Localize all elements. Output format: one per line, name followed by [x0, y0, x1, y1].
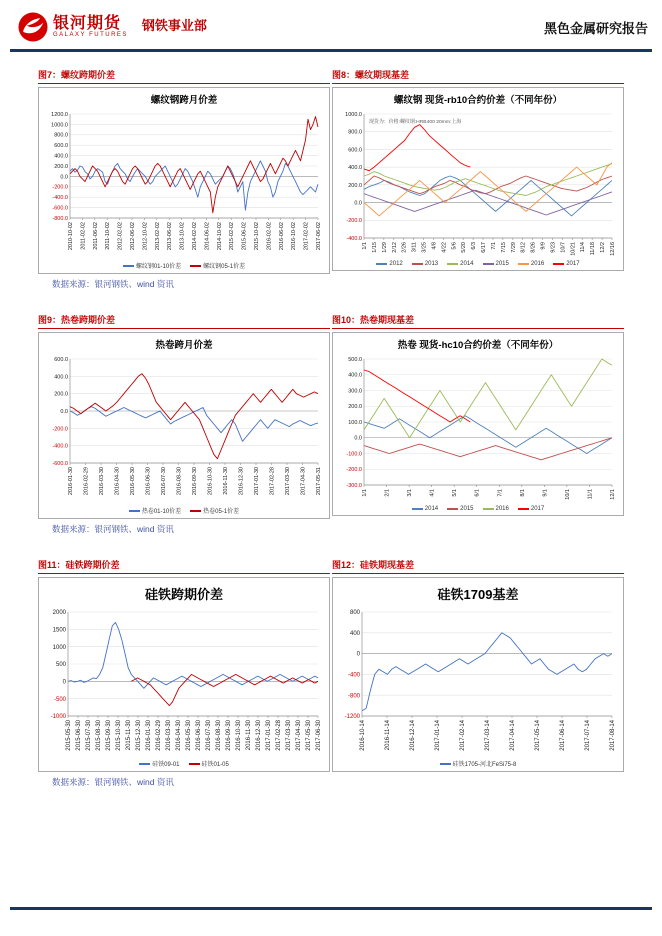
legend-label: 2012: [389, 261, 403, 267]
svg-text:200.0: 200.0: [347, 404, 362, 411]
svg-text:400.0: 400.0: [347, 165, 362, 172]
legend-label: 2017: [566, 261, 580, 267]
chart-plot: [338, 353, 619, 505]
figure-row-3: [38, 558, 624, 788]
svg-text:100.0: 100.0: [347, 419, 362, 426]
legend-swatch: [447, 508, 458, 510]
legend-label: 2017: [530, 506, 545, 512]
figure-row-2: [38, 313, 624, 535]
figure-row-1: [38, 68, 624, 290]
svg-text:10/7: 10/7: [559, 242, 566, 253]
svg-text:2015-12-30: 2015-12-30: [135, 720, 142, 751]
legend-item: [190, 506, 239, 515]
legend-swatch: [447, 263, 458, 265]
svg-text:2014-06-02: 2014-06-02: [203, 222, 210, 251]
legend-swatch: [139, 763, 150, 765]
svg-text:-600.0: -600.0: [51, 460, 68, 467]
svg-text:-800: -800: [347, 693, 360, 700]
svg-text:9/9: 9/9: [540, 242, 547, 250]
svg-text:9/23: 9/23: [549, 242, 556, 253]
svg-text:2016-08-30: 2016-08-30: [215, 720, 222, 751]
svg-text:0.0: 0.0: [353, 435, 362, 442]
svg-text:6/17: 6/17: [480, 242, 487, 253]
legend-item: [139, 759, 179, 768]
svg-text:2016-12-14: 2016-12-14: [409, 720, 416, 751]
svg-text:200.0: 200.0: [347, 182, 362, 189]
chart-title: 螺纹钢 现货-rb10合约价差（不同年份）: [393, 95, 563, 106]
svg-text:1000.0: 1000.0: [344, 111, 362, 118]
chart-title: 硅铁跨期价差: [144, 587, 223, 602]
svg-text:2016-07-30: 2016-07-30: [205, 720, 212, 751]
legend-item: [412, 506, 438, 512]
legend-label: 2016: [495, 506, 509, 512]
figure-11: [38, 558, 330, 772]
svg-text:2017-02-28: 2017-02-28: [275, 720, 282, 751]
chart-title: 硅铁1709基差: [437, 587, 519, 602]
chart-plot: [44, 108, 325, 260]
legend-swatch: [190, 265, 201, 267]
legend-item: [447, 506, 473, 512]
svg-text:1/1: 1/1: [361, 489, 368, 497]
svg-text:2016-04-30: 2016-04-30: [175, 720, 182, 751]
svg-text:2013-02-02: 2013-02-02: [154, 222, 161, 251]
legend-label: 硅铁1705-河北FeSi75-8: [452, 762, 517, 768]
svg-text:2016-02-02: 2016-02-02: [265, 222, 272, 251]
chart-legend: [41, 260, 327, 273]
figure-7: [38, 68, 330, 274]
legend-label: 螺纹钢01-10价差: [135, 264, 182, 270]
legend-swatch: [553, 263, 564, 265]
svg-text:2017-05-31: 2017-05-31: [315, 467, 322, 496]
svg-text:2014-02-02: 2014-02-02: [191, 222, 198, 251]
legend-swatch: [189, 763, 200, 765]
svg-text:800.0: 800.0: [53, 132, 68, 139]
svg-text:-300.0: -300.0: [345, 482, 362, 489]
svg-text:6/1: 6/1: [474, 489, 481, 497]
svg-text:2017-03-30: 2017-03-30: [285, 720, 292, 751]
figure-10: [332, 313, 624, 519]
svg-text:2016-03-30: 2016-03-30: [98, 467, 105, 496]
legend-item: [483, 506, 509, 512]
figure10-caption: 图10：热卷期现基差: [332, 313, 624, 329]
svg-text:12/16: 12/16: [609, 242, 616, 256]
svg-text:2016-02-29: 2016-02-29: [83, 467, 89, 496]
svg-text:2015-11-30: 2015-11-30: [125, 720, 132, 751]
svg-text:400.0: 400.0: [347, 372, 362, 379]
svg-text:2015-05-30: 2015-05-30: [65, 720, 72, 751]
svg-text:4/1: 4/1: [429, 489, 436, 497]
svg-text:300.0: 300.0: [347, 388, 362, 395]
data-source-note: 数据来源：银河钢铁、wind 资讯: [52, 524, 174, 534]
svg-text:2016-01-30: 2016-01-30: [145, 720, 152, 751]
svg-text:11/4: 11/4: [579, 242, 586, 253]
legend-item: [518, 261, 544, 267]
svg-text:2016-10-30: 2016-10-30: [235, 720, 242, 751]
svg-text:0.0: 0.0: [59, 174, 68, 181]
figure7-caption: 图7：螺纹跨期价差: [38, 68, 330, 84]
legend-swatch: [440, 763, 451, 765]
svg-text:-200.0: -200.0: [51, 184, 68, 191]
svg-text:2015-06-02: 2015-06-02: [241, 222, 248, 251]
chart-ferrosilicon-basis: [332, 577, 624, 772]
svg-text:600.0: 600.0: [347, 147, 362, 154]
report-title: 黑色金属研究报告: [543, 20, 648, 36]
svg-text:5/6: 5/6: [450, 242, 457, 250]
chart-title: 热卷跨月价差: [155, 340, 213, 351]
chart-legend: [41, 758, 327, 771]
legend-label: 2013: [424, 261, 439, 267]
svg-text:-200.0: -200.0: [345, 218, 362, 225]
svg-text:3/1: 3/1: [406, 489, 413, 497]
svg-text:2017-01-14: 2017-01-14: [434, 720, 441, 751]
svg-text:7/15: 7/15: [500, 242, 507, 253]
svg-text:2017-01-30: 2017-01-30: [253, 467, 260, 496]
legend-item: [123, 261, 181, 270]
svg-text:2/1: 2/1: [384, 489, 391, 497]
svg-text:0.0: 0.0: [353, 200, 362, 207]
legend-swatch: [376, 263, 387, 265]
chart-plot: [44, 606, 325, 758]
svg-text:1200.0: 1200.0: [50, 111, 68, 118]
svg-text:1000.0: 1000.0: [50, 122, 68, 129]
svg-text:2016-04-30: 2016-04-30: [114, 467, 120, 496]
svg-text:-200.0: -200.0: [51, 426, 68, 433]
legend-label: 螺纹钢05-1价差: [203, 264, 246, 270]
svg-text:2013-06-02: 2013-06-02: [166, 222, 173, 251]
svg-text:2016-10-02: 2016-10-02: [290, 222, 297, 251]
legend-label: 2016: [530, 261, 545, 267]
svg-text:11/18: 11/18: [589, 242, 596, 256]
svg-text:4/8: 4/8: [430, 242, 437, 250]
svg-text:2017-01-30: 2017-01-30: [265, 720, 272, 751]
legend-swatch: [412, 263, 423, 265]
svg-text:2017-05-30: 2017-05-30: [305, 720, 312, 751]
svg-text:4/22: 4/22: [440, 242, 447, 253]
figure-12: [332, 558, 624, 772]
chart-title: 热卷 现货-hc10合约价差（不同年份）: [397, 340, 559, 351]
svg-text:2017-04-14: 2017-04-14: [509, 720, 516, 751]
svg-text:3/11: 3/11: [411, 242, 418, 253]
svg-text:2017-04-30: 2017-04-30: [295, 720, 302, 751]
svg-text:现货为：价格:螺纹钢:HRB400 20mm:上海: 现货为：价格:螺纹钢:HRB400 20mm:上海: [368, 120, 461, 125]
figure-8: [332, 68, 624, 274]
legend-item: [440, 759, 517, 768]
svg-text:2016-11-30: 2016-11-30: [245, 720, 252, 751]
footer-divider: [10, 907, 652, 910]
svg-text:2017-06-02: 2017-06-02: [315, 222, 322, 251]
svg-text:2011-06-02: 2011-06-02: [92, 222, 99, 250]
svg-text:2012-02-02: 2012-02-02: [117, 222, 124, 251]
legend-swatch: [483, 263, 494, 265]
legend-item: [553, 261, 579, 267]
svg-text:6/3: 6/3: [470, 242, 477, 250]
svg-text:400: 400: [349, 630, 360, 637]
legend-swatch: [412, 508, 423, 510]
legend-label: 热卷05-1价差: [203, 509, 240, 515]
svg-text:600.0: 600.0: [53, 143, 68, 150]
legend-label: 2015: [460, 506, 474, 512]
data-source-note: 数据来源：银河钢铁、wind 资讯: [52, 279, 174, 289]
svg-text:2017-02-14: 2017-02-14: [459, 720, 466, 751]
svg-text:0.0: 0.0: [59, 408, 68, 415]
svg-text:11/1: 11/1: [586, 489, 593, 500]
svg-text:2016-03-30: 2016-03-30: [165, 720, 172, 751]
svg-text:-400: -400: [347, 672, 360, 679]
svg-text:2016-06-30: 2016-06-30: [195, 720, 202, 751]
legend-swatch: [129, 510, 140, 512]
legend-label: 2014: [424, 506, 439, 512]
legend-item: [447, 261, 473, 267]
chart-legend: [41, 505, 327, 518]
legend-swatch: [518, 508, 529, 510]
chart-legend: [335, 260, 621, 270]
svg-text:2016-02-29: 2016-02-29: [155, 720, 162, 751]
svg-text:2016-11-30: 2016-11-30: [222, 467, 229, 495]
legend-item: [190, 261, 245, 270]
svg-text:2015-09-30: 2015-09-30: [105, 720, 112, 751]
svg-text:400.0: 400.0: [53, 374, 68, 381]
svg-text:2015-02-02: 2015-02-02: [228, 222, 235, 251]
svg-text:12/1: 12/1: [609, 489, 616, 500]
legend-label: 2014: [460, 261, 474, 267]
svg-text:2011-02-02: 2011-02-02: [79, 222, 86, 250]
svg-text:2/12: 2/12: [391, 242, 398, 253]
figure11-caption: 图11：硅铁跨期价差: [38, 558, 330, 574]
svg-text:2017-06-30: 2017-06-30: [315, 720, 322, 751]
svg-text:-400.0: -400.0: [51, 443, 68, 450]
brand-name: 银河期货: [53, 14, 122, 32]
svg-text:-600.0: -600.0: [51, 205, 68, 212]
svg-text:2017-03-14: 2017-03-14: [484, 720, 491, 751]
svg-text:2012-10-02: 2012-10-02: [141, 222, 148, 251]
svg-text:2015-07-30: 2015-07-30: [85, 720, 92, 751]
svg-text:2012-06-02: 2012-06-02: [129, 222, 136, 251]
svg-text:7/1: 7/1: [490, 242, 497, 250]
brand: [18, 12, 207, 42]
data-source-note: 数据来源：银河钢铁、wind 资讯: [52, 777, 174, 787]
svg-text:0: 0: [62, 679, 66, 686]
svg-text:1/15: 1/15: [371, 242, 378, 253]
chart-rebar-monthly-spread: [38, 87, 330, 274]
svg-text:5/20: 5/20: [460, 242, 467, 253]
chart-title: 螺纹钢跨月价差: [150, 95, 218, 106]
svg-text:12/2: 12/2: [599, 242, 606, 253]
svg-text:800: 800: [349, 610, 360, 617]
chart-ferrosilicon-spread: [38, 577, 330, 772]
svg-text:-500: -500: [53, 696, 66, 703]
figure8-caption: 图8：螺纹期现基差: [332, 68, 624, 84]
svg-text:7/1: 7/1: [496, 489, 503, 497]
legend-swatch: [483, 508, 494, 510]
legend-label: 硅铁09-01: [152, 762, 180, 768]
svg-text:2011-10-02: 2011-10-02: [104, 222, 111, 250]
legend-swatch: [190, 510, 201, 512]
svg-text:2017-03-30: 2017-03-30: [284, 467, 291, 496]
svg-text:2017-02-28: 2017-02-28: [269, 467, 275, 496]
svg-text:800.0: 800.0: [347, 129, 362, 136]
svg-text:200.0: 200.0: [53, 391, 68, 398]
svg-text:1000: 1000: [52, 644, 66, 651]
svg-text:500.0: 500.0: [347, 356, 362, 363]
svg-text:2015-06-30: 2015-06-30: [75, 720, 82, 751]
division-label: 钢铁事业部: [141, 18, 207, 33]
legend-item: [189, 759, 229, 768]
svg-text:9/1: 9/1: [541, 489, 548, 497]
brand-subtitle: GALAXY FUTURES: [53, 32, 128, 39]
svg-text:200.0: 200.0: [53, 163, 68, 170]
svg-text:-400.0: -400.0: [345, 235, 362, 242]
svg-text:2016-01-30: 2016-01-30: [67, 467, 74, 496]
galaxy-futures-logo-icon: [18, 12, 48, 42]
svg-text:8/1: 8/1: [519, 489, 526, 497]
legend-label: 硅铁01-05: [201, 762, 229, 768]
chart-rebar-basis: [332, 87, 624, 271]
svg-text:2/26: 2/26: [401, 242, 408, 253]
svg-text:1500: 1500: [52, 627, 66, 634]
svg-text:2017-02-02: 2017-02-02: [303, 222, 310, 251]
svg-text:-100.0: -100.0: [345, 451, 362, 458]
svg-text:-1200: -1200: [344, 714, 360, 721]
svg-text:2017-07-14: 2017-07-14: [584, 720, 591, 751]
svg-text:2016-09-30: 2016-09-30: [225, 720, 232, 751]
svg-text:2016-12-30: 2016-12-30: [238, 467, 244, 496]
svg-text:2016-05-30: 2016-05-30: [129, 467, 136, 496]
svg-text:2016-08-30: 2016-08-30: [176, 467, 182, 496]
svg-text:3/25: 3/25: [421, 242, 428, 253]
legend-label: 热卷01-10价差: [141, 509, 182, 515]
header: [0, 0, 662, 46]
legend-item: [412, 261, 438, 267]
legend-swatch: [123, 265, 134, 267]
legend-item: [129, 506, 181, 515]
figure12-caption: 图12：硅铁期现基差: [332, 558, 624, 574]
svg-text:2016-06-30: 2016-06-30: [145, 467, 151, 496]
chart-legend: [335, 505, 621, 515]
svg-text:2016-05-30: 2016-05-30: [185, 720, 192, 751]
chart-plot: [338, 606, 619, 758]
svg-text:5/1: 5/1: [451, 489, 458, 497]
svg-text:2015-10-30: 2015-10-30: [115, 720, 122, 751]
svg-text:8/12: 8/12: [520, 242, 527, 253]
svg-text:2017-08-14: 2017-08-14: [609, 720, 616, 751]
svg-text:2015-08-30: 2015-08-30: [95, 720, 102, 751]
chart-legend: [335, 758, 621, 771]
svg-text:1/29: 1/29: [381, 242, 388, 253]
svg-text:-200.0: -200.0: [345, 467, 362, 474]
svg-text:2016-10-30: 2016-10-30: [207, 467, 213, 496]
brand-text: [53, 16, 128, 39]
svg-text:2013-10-02: 2013-10-02: [179, 222, 186, 251]
chart-plot: [44, 353, 325, 505]
report-content: [0, 52, 662, 788]
svg-text:2014-10-02: 2014-10-02: [216, 222, 223, 251]
svg-text:1/1: 1/1: [361, 242, 368, 250]
chart-plot: [338, 108, 619, 260]
svg-text:2017-04-30: 2017-04-30: [300, 467, 306, 496]
figure-9: [38, 313, 330, 519]
svg-text:500: 500: [55, 662, 66, 669]
svg-text:8/26: 8/26: [530, 242, 537, 253]
svg-text:2017-05-14: 2017-05-14: [534, 720, 541, 751]
svg-text:10/1: 10/1: [564, 489, 571, 500]
svg-text:-400.0: -400.0: [51, 195, 68, 202]
legend-swatch: [518, 263, 529, 265]
svg-text:0: 0: [356, 651, 360, 658]
svg-text:2015-10-02: 2015-10-02: [253, 222, 260, 251]
svg-text:2000: 2000: [52, 610, 66, 617]
svg-text:2017-06-14: 2017-06-14: [559, 720, 566, 751]
svg-text:2016-12-30: 2016-12-30: [255, 720, 262, 751]
svg-text:2016-07-30: 2016-07-30: [160, 467, 167, 496]
legend-label: 2015: [495, 261, 509, 267]
svg-text:400.0: 400.0: [53, 153, 68, 160]
legend-item: [376, 261, 402, 267]
chart-hotcoil-basis: [332, 332, 624, 516]
legend-item: [518, 506, 544, 512]
figure9-caption: 图9：热卷跨期价差: [38, 313, 330, 329]
svg-text:2016-06-02: 2016-06-02: [278, 221, 285, 251]
svg-text:10/21: 10/21: [569, 242, 576, 256]
svg-text:600.0: 600.0: [53, 356, 68, 363]
svg-text:7/29: 7/29: [510, 242, 517, 253]
svg-text:2016-10-14: 2016-10-14: [359, 720, 366, 751]
legend-item: [483, 261, 509, 267]
svg-text:2010-10-02: 2010-10-02: [67, 222, 74, 251]
svg-text:2016-09-30: 2016-09-30: [191, 467, 198, 496]
svg-text:-1000: -1000: [50, 714, 66, 721]
svg-text:2016-11-14: 2016-11-14: [384, 720, 391, 751]
chart-hotcoil-monthly-spread: [38, 332, 330, 519]
svg-text:-800.0: -800.0: [51, 215, 68, 222]
